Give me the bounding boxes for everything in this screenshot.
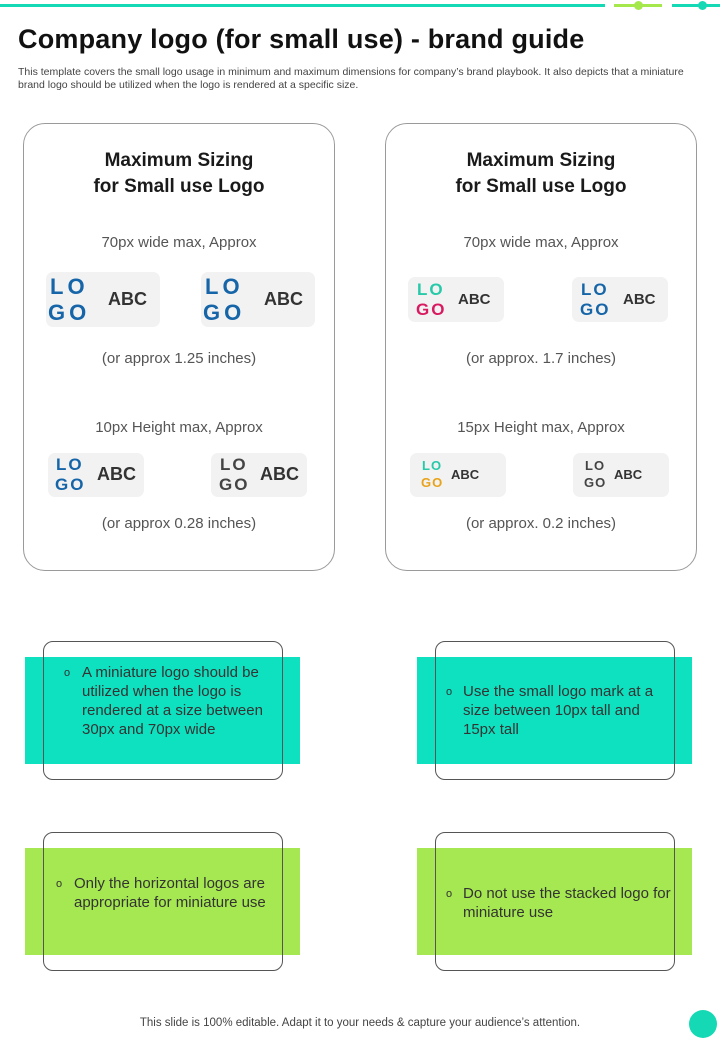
panel-title: Maximum Sizing for Small use Logo (455, 150, 627, 197)
height-label: 15px Height max, Approx (457, 419, 625, 436)
info-box-text: Only the horizontal logos are appropriate for miniature use (74, 875, 266, 911)
width-label: 70px wide max, Approx (463, 234, 619, 251)
sizing-panel-left (23, 123, 335, 571)
logo-sample-large-blue: LO GO ABC (46, 272, 160, 327)
bullet-icon: o (64, 667, 71, 679)
bullet-icon: o (446, 686, 453, 698)
height-note: (or approx 0.28 inches) (101, 515, 257, 532)
logo-sample-blue: LO GO ABC (572, 277, 668, 322)
page-subtitle: This template covers the small logo usage in minimum and maximum dimensions for company’s brand playbook. It also depicts that a miniature brand logo should be utilized when the logo is rendered at a specific size. (18, 66, 684, 91)
logo-sample-large-blue: LO GO ABC (201, 272, 315, 327)
logo-letter: LO (417, 280, 445, 299)
corner-decoration-dot (689, 1010, 717, 1038)
panel-title: Maximum Sizing for Small use Logo (93, 150, 265, 197)
top-accent-teal-segment (672, 4, 720, 7)
top-accent-green-dot (634, 1, 643, 10)
logo-sample-small-blue: LO GO ABC (48, 453, 144, 497)
top-accent-teal-dot (698, 1, 707, 10)
top-accent-line (0, 4, 605, 7)
height-label: 10px Height max, Approx (95, 419, 263, 436)
logo-letters-bottom: GO (416, 300, 447, 319)
logo-sample-color: LO GO ABC (408, 277, 504, 322)
bullet-icon: o (446, 888, 453, 900)
info-box-text: Use the small logo mark at a size between 10px tall and 15px tall (463, 683, 654, 738)
logo-sample-small-dark: LO GO ABC (573, 453, 669, 497)
logo-sample-small-color: LO GO ABC (410, 453, 506, 497)
logo-sample-small-dark: LO GO ABC (211, 453, 307, 497)
info-box-text: Do not use the stacked logo for miniature use (463, 885, 671, 921)
bullet-icon: o (56, 878, 63, 890)
sizing-panel-right (385, 123, 697, 571)
height-note: (or approx. 0.2 inches) (465, 515, 617, 532)
page-title: Company logo (for small use) - brand guide (18, 24, 585, 54)
width-note: (or approx 1.25 inches) (101, 350, 257, 367)
width-note: (or approx. 1.7 inches) (465, 350, 617, 367)
info-box-text: A miniature logo should be utilized when the logo is rendered at a size between 30px and 70px wide (82, 664, 263, 738)
footer-note: This slide is 100% editable. Adapt it to your needs & capture your audience’s attention. (139, 1017, 581, 1029)
width-label: 70px wide max, Approx (101, 234, 257, 251)
